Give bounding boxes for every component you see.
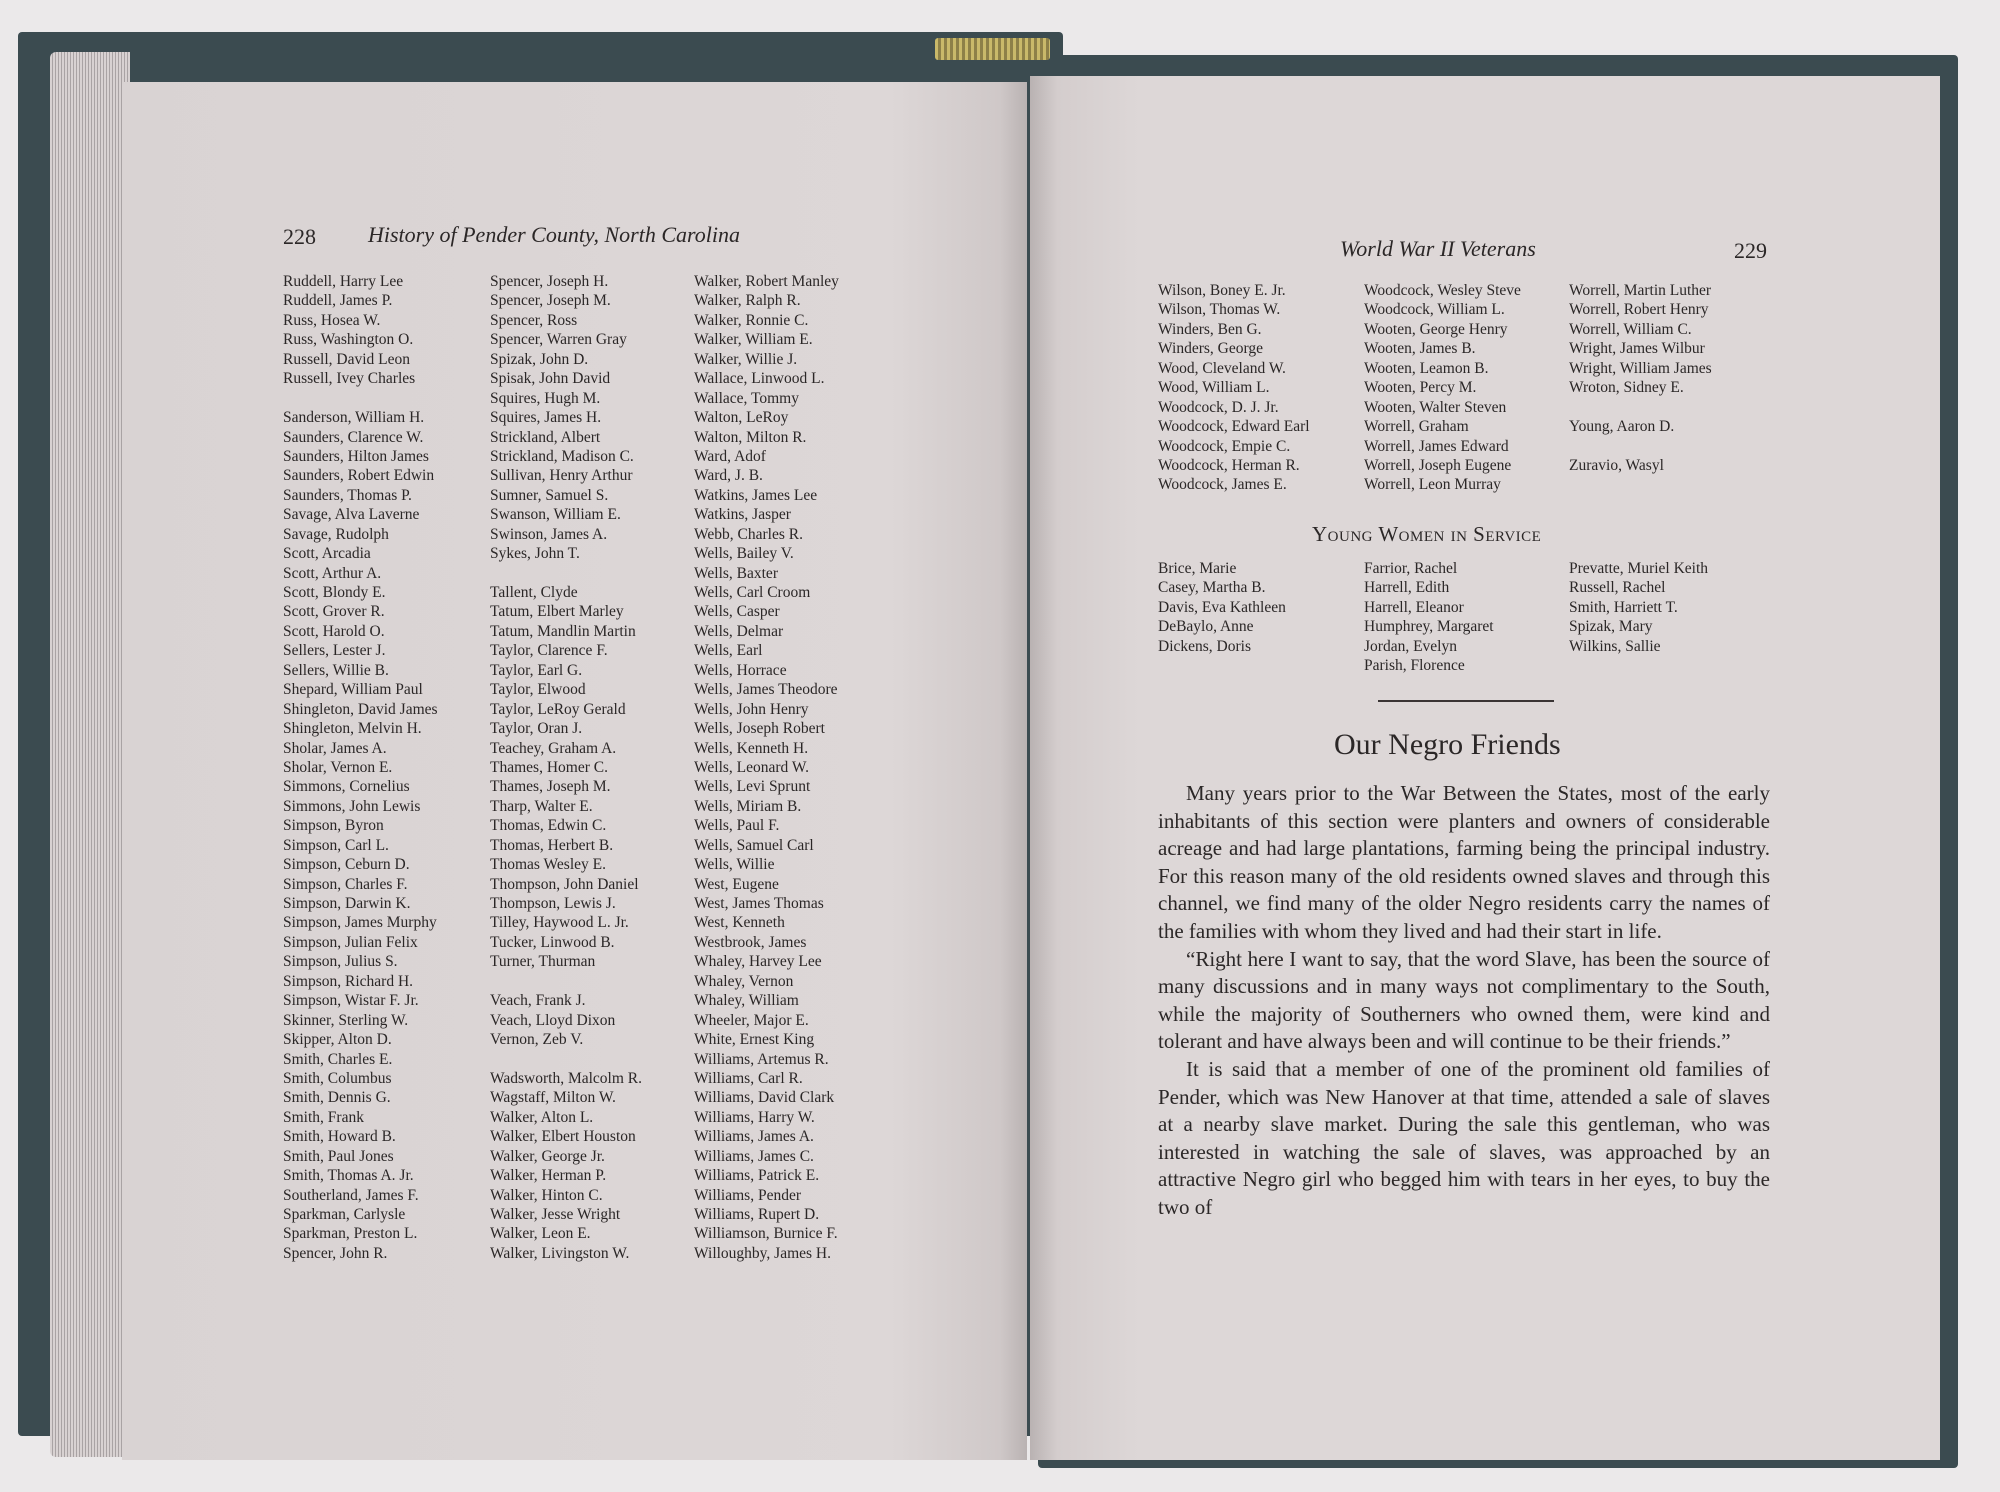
name-entry: Simpson, Byron: [283, 817, 384, 835]
name-entry: Wells, Leonard W.: [694, 758, 809, 776]
name-entry: West, James Thomas: [694, 895, 824, 912]
name-entry: Wooten, James B.: [1364, 340, 1476, 358]
name-entry: Simpson, Richard H.: [283, 972, 414, 990]
left-name-column-3: [694, 272, 839, 1263]
name-entry: Williams, David Clark: [694, 1089, 835, 1107]
name-entry: Simmons, Cornelius: [283, 778, 410, 796]
name-entry: Worrell, James Edward: [1364, 437, 1509, 455]
name-entry: Sparkman, Preston L.: [283, 1225, 418, 1243]
name-entry: Webb, Charles R.: [694, 525, 803, 543]
left-running-head: History of Pender County, North Carolina: [368, 222, 740, 247]
name-entry: Wells, Willie: [694, 856, 775, 874]
name-entry: Harrell, Eleanor: [1364, 598, 1464, 616]
name-entry: Watkins, James Lee: [694, 486, 818, 504]
women-column-1: [1158, 559, 1286, 656]
name-entry: Farrior, Rachel: [1364, 560, 1458, 577]
name-entry: Russ, Washington O.: [283, 331, 414, 349]
name-entry: Young, Aaron D.: [1569, 418, 1675, 436]
name-entry: Walker, Leon E.: [490, 1225, 591, 1243]
name-entry: Sanderson, William H.: [283, 409, 425, 427]
name-entry: Squires, Hugh M.: [490, 389, 601, 407]
name-entry: Thompson, Lewis J.: [490, 895, 616, 912]
name-entry: Sellers, Lester J.: [283, 642, 386, 660]
name-entry: Smith, Charles E.: [283, 1050, 393, 1068]
name-entry: Walker, Alton L.: [490, 1108, 594, 1126]
name-entry: Parish, Florence: [1364, 657, 1465, 675]
name-entry: Saunders, Robert Edwin: [283, 467, 435, 485]
name-entry: Casey, Martha B.: [1158, 579, 1266, 597]
name-entry: [1569, 398, 1712, 417]
name-entry: [1569, 437, 1712, 456]
name-entry: Wilson, Thomas W.: [1158, 301, 1281, 319]
name-entry: Sykes, John T.: [490, 545, 580, 563]
name-entry: Scott, Blondy E.: [283, 584, 386, 601]
name-entry: Wells, Paul F.: [694, 817, 780, 835]
name-entry: Scott, Arcadia: [283, 545, 371, 563]
right-page-number: 229: [1734, 238, 1767, 263]
name-entry: Wells, Joseph Robert: [694, 720, 825, 738]
name-entry: Scott, Arthur A.: [283, 564, 382, 582]
name-entry: Whaley, Harvey Lee: [694, 953, 822, 971]
name-entry: Wooten, Leamon B.: [1364, 359, 1489, 377]
name-entry: Williamson, Burnice F.: [694, 1225, 838, 1243]
name-entry: Humphrey, Margaret: [1364, 618, 1494, 636]
name-entry: Walker, Jesse Wright: [490, 1206, 621, 1223]
name-entry: Ward, Adof: [694, 447, 766, 465]
name-entry: Simmons, John Lewis: [283, 797, 421, 815]
name-entry: Saunders, Hilton James: [283, 447, 429, 465]
name-entry: Shingleton, Melvin H.: [283, 720, 422, 738]
name-entry: Sellers, Willie B.: [283, 661, 389, 679]
name-entry: Brice, Marie: [1158, 560, 1237, 577]
name-entry: Swinson, James A.: [490, 525, 608, 543]
body-text: [1158, 780, 1770, 1222]
name-entry: Winders, George: [1158, 340, 1263, 358]
name-entry: Wood, Cleveland W.: [1158, 359, 1286, 377]
name-entry: Taylor, Clarence F.: [490, 642, 608, 660]
name-entry: Shepard, William Paul: [283, 681, 423, 699]
name-entry: Williams, Harry W.: [694, 1108, 815, 1126]
name-entry: Shingleton, David James: [283, 700, 438, 718]
name-entry: Teachey, Graham A.: [490, 739, 617, 757]
name-entry: Savage, Alva Laverne: [283, 506, 420, 524]
name-entry: Wagstaff, Milton W.: [490, 1089, 616, 1107]
name-entry: Harrell, Edith: [1364, 579, 1450, 597]
name-entry: Willoughby, James H.: [694, 1244, 831, 1262]
name-entry: Vernon, Zeb V.: [490, 1031, 584, 1049]
name-entry: Skipper, Alton D.: [283, 1031, 392, 1049]
name-entry: Ruddell, James P.: [283, 292, 393, 310]
right-name-column-3: [1569, 281, 1712, 475]
name-entry: Spencer, John R.: [283, 1244, 388, 1262]
name-entry: Wells, Kenneth H.: [694, 739, 809, 757]
name-entry: Savage, Rudolph: [283, 525, 389, 543]
name-entry: Wells, Carl Croom: [694, 584, 811, 601]
name-entry: Spencer, Joseph M.: [490, 292, 611, 310]
name-entry: West, Eugene: [694, 875, 779, 893]
name-entry: Westbrook, James: [694, 933, 807, 951]
section-title: Our Negro Friends: [1334, 728, 1561, 761]
name-entry: Wallace, Linwood L.: [694, 370, 825, 388]
women-column-2: [1364, 559, 1494, 676]
name-entry: Wells, Horrace: [694, 661, 787, 679]
name-entry: Worrell, Joseph Eugene: [1364, 456, 1512, 474]
name-entry: Walker, George Jr.: [490, 1147, 605, 1165]
name-entry: Strickland, Madison C.: [490, 447, 634, 465]
name-entry: Wooten, Percy M.: [1364, 379, 1477, 397]
name-entry: West, Kenneth: [694, 914, 785, 932]
name-entry: Saunders, Thomas P.: [283, 486, 412, 504]
name-entry: Taylor, Elwood: [490, 681, 586, 699]
name-entry: Wells, Samuel Carl: [694, 836, 814, 854]
name-entry: Thames, Homer C.: [490, 758, 608, 776]
name-entry: Wells, Baxter: [694, 564, 778, 582]
name-entry: Russ, Hosea W.: [283, 311, 381, 329]
name-entry: Davis, Eva Kathleen: [1158, 598, 1286, 616]
name-entry: Woodcock, Wesley Steve: [1364, 282, 1521, 299]
name-entry: Southerland, James F.: [283, 1186, 419, 1204]
name-entry: Simpson, Julius S.: [283, 953, 398, 971]
name-entry: Smith, Harriett T.: [1569, 598, 1678, 616]
paragraph: Many years prior to the War Between the States, most of the early inhabitants of this section were planters and owners of considerable acreage and had large plantations, farming being the principal industry. For this reason many of the old residents owned slaves and through this channel, we find many of the older Negro residents carry the names of the families with whom they lived and had their start in life.: [1158, 781, 1770, 943]
name-entry: Woodcock, Herman R.: [1158, 456, 1300, 474]
name-entry: Spisak, John David: [490, 370, 611, 388]
name-entry: Smith, Dennis G.: [283, 1089, 391, 1107]
name-entry: Walton, Milton R.: [694, 428, 807, 446]
name-entry: Wadsworth, Malcolm R.: [490, 1069, 643, 1087]
name-entry: Wright, James Wilbur: [1569, 340, 1705, 358]
name-entry: Spencer, Warren Gray: [490, 331, 627, 349]
name-entry: Williams, Artemus R.: [694, 1050, 829, 1068]
name-entry: Whaley, William: [694, 992, 799, 1010]
name-entry: [490, 972, 642, 991]
left-name-column-2: [490, 272, 642, 1263]
name-entry: Veach, Frank J.: [490, 992, 586, 1010]
name-entry: Veach, Lloyd Dixon: [490, 1011, 616, 1029]
name-entry: Williams, Pender: [694, 1186, 801, 1204]
right-name-column-2: [1364, 281, 1521, 495]
name-entry: Worrell, Leon Murray: [1364, 476, 1501, 494]
name-entry: Spizak, Mary: [1569, 618, 1653, 636]
name-entry: Wheeler, Major E.: [694, 1011, 809, 1029]
name-entry: Williams, Carl R.: [694, 1069, 803, 1087]
women-section-heading: Young Women in Service: [1312, 522, 1542, 546]
name-entry: Wells, Delmar: [694, 622, 784, 640]
name-entry: Zuravio, Wasyl: [1569, 456, 1664, 474]
name-entry: Wells, Miriam B.: [694, 797, 802, 815]
name-entry: Tatum, Elbert Marley: [490, 603, 624, 621]
section-divider: [1378, 700, 1554, 702]
name-entry: Smith, Howard B.: [283, 1128, 396, 1146]
name-entry: Walker, William E.: [694, 331, 813, 349]
name-entry: Wright, William James: [1569, 359, 1712, 377]
name-entry: Scott, Grover R.: [283, 603, 385, 621]
name-entry: Taylor, Earl G.: [490, 661, 583, 679]
binding-thread: [935, 38, 1050, 60]
name-entry: Wells, James Theodore: [694, 681, 838, 699]
name-entry: Wood, William L.: [1158, 379, 1270, 397]
name-entry: Simpson, James Murphy: [283, 914, 437, 932]
name-entry: Walker, Elbert Houston: [490, 1128, 636, 1146]
name-entry: Ward, J. B.: [694, 467, 763, 485]
name-entry: Smith, Paul Jones: [283, 1147, 394, 1165]
name-entry: Thames, Joseph M.: [490, 778, 611, 796]
name-entry: Russell, Ivey Charles: [283, 370, 416, 388]
name-entry: Saunders, Clarence W.: [283, 428, 424, 446]
left-page-number: 228: [283, 224, 316, 249]
name-entry: Simpson, Carl L.: [283, 836, 389, 854]
name-entry: Sumner, Samuel S.: [490, 486, 609, 504]
name-entry: Spizak, John D.: [490, 350, 589, 368]
name-entry: Williams, Patrick E.: [694, 1167, 820, 1185]
name-entry: Tallent, Clyde: [490, 584, 578, 601]
name-entry: Wells, Earl: [694, 642, 763, 660]
name-entry: Tilley, Haywood L. Jr.: [490, 914, 629, 932]
name-entry: Thompson, John Daniel: [490, 875, 639, 893]
name-entry: Ruddell, Harry Lee: [283, 273, 404, 290]
name-entry: Wells, John Henry: [694, 700, 809, 718]
name-entry: Whaley, Vernon: [694, 972, 794, 990]
name-entry: Smith, Thomas A. Jr.: [283, 1167, 414, 1185]
name-entry: Simpson, Charles F.: [283, 875, 408, 893]
name-entry: Watkins, Jasper: [694, 506, 791, 524]
name-entry: Tatum, Mandlin Martin: [490, 622, 636, 640]
name-entry: Tharp, Walter E.: [490, 797, 593, 815]
name-entry: Spencer, Ross: [490, 311, 578, 329]
name-entry: Walker, Herman P.: [490, 1167, 607, 1185]
name-entry: Woodcock, Edward Earl: [1158, 418, 1310, 436]
name-entry: Wilson, Boney E. Jr.: [1158, 282, 1286, 299]
name-entry: Thomas, Herbert B.: [490, 836, 614, 854]
name-entry: Wells, Bailey V.: [694, 545, 794, 563]
name-entry: Tucker, Linwood B.: [490, 933, 615, 951]
left-name-column-1: [283, 272, 438, 1263]
name-entry: Winders, Ben G.: [1158, 320, 1262, 338]
name-entry: Worrell, Robert Henry: [1569, 301, 1709, 319]
name-entry: Worrell, Martin Luther: [1569, 282, 1712, 299]
name-entry: Strickland, Albert: [490, 428, 601, 446]
name-entry: Wooten, Walter Steven: [1364, 398, 1507, 416]
women-column-3: [1569, 559, 1708, 656]
right-name-column-1: [1158, 281, 1310, 495]
name-entry: Taylor, Oran J.: [490, 720, 583, 738]
name-entry: Wroton, Sidney E.: [1569, 379, 1684, 397]
name-entry: DeBaylo, Anne: [1158, 618, 1254, 636]
right-running-head: World War II Veterans: [1340, 236, 1536, 261]
name-entry: Dickens, Doris: [1158, 637, 1251, 655]
paragraph: “Right here I want to say, that the word Slave, has been the source of many discussions and in many ways not complimentary to the South, while the majority of Southerners who owned them, were kind and tolerant and have always been and will continue to be their friends.”: [1158, 946, 1770, 1054]
name-entry: Scott, Harold O.: [283, 622, 385, 640]
name-entry: Jordan, Evelyn: [1364, 637, 1457, 655]
name-entry: Wells, Casper: [694, 603, 780, 621]
name-entry: Spencer, Joseph H.: [490, 273, 609, 290]
name-entry: Sholar, Vernon E.: [283, 758, 393, 776]
name-entry: Turner, Thurman: [490, 953, 596, 971]
name-entry: Walker, Hinton C.: [490, 1186, 603, 1204]
name-entry: Williams, James A.: [694, 1128, 814, 1146]
paragraph: It is said that a member of one of the prominent old families of Pender, which was New Hanover at that time, attended a sale of slaves at a nearby slave market. During the sale this gentleman, who was interested in watching the sale of slaves, was approached by an attractive Negro girl who begged him with tears in her eyes, to buy the two of: [1158, 1056, 1770, 1219]
name-entry: Sparkman, Carlysle: [283, 1206, 406, 1223]
name-entry: Simpson, Darwin K.: [283, 895, 411, 912]
name-entry: Wallace, Tommy: [694, 389, 799, 407]
name-entry: Sullivan, Henry Arthur: [490, 467, 633, 485]
name-entry: [490, 564, 642, 583]
name-entry: Woodcock, D. J. Jr.: [1158, 398, 1279, 416]
name-entry: Walker, Robert Manley: [694, 273, 839, 290]
name-entry: Sholar, James A.: [283, 739, 387, 757]
name-entry: Simpson, Wistar F. Jr.: [283, 992, 419, 1010]
name-entry: Taylor, LeRoy Gerald: [490, 700, 626, 718]
name-entry: Simpson, Ceburn D.: [283, 856, 410, 874]
name-entry: Smith, Columbus: [283, 1069, 392, 1087]
name-entry: [283, 389, 438, 408]
name-entry: Worrell, William C.: [1569, 320, 1692, 338]
name-entry: Worrell, Graham: [1364, 418, 1469, 436]
name-entry: Prevatte, Muriel Keith: [1569, 560, 1709, 577]
name-entry: Skinner, Sterling W.: [283, 1011, 409, 1029]
name-entry: Simpson, Julian Felix: [283, 933, 418, 951]
name-entry: Wilkins, Sallie: [1569, 637, 1661, 655]
name-entry: Russell, Rachel: [1569, 579, 1666, 597]
name-entry: Squires, James H.: [490, 409, 602, 427]
name-entry: Woodcock, William L.: [1364, 301, 1505, 319]
name-entry: Wooten, George Henry: [1364, 320, 1508, 338]
name-entry: Thomas Wesley E.: [490, 856, 606, 874]
name-entry: Williams, Rupert D.: [694, 1206, 820, 1223]
name-entry: Walker, Ronnie C.: [694, 311, 809, 329]
name-entry: Walker, Ralph R.: [694, 292, 801, 310]
name-entry: Russell, David Leon: [283, 350, 410, 368]
name-entry: Swanson, William E.: [490, 506, 621, 524]
name-entry: Wells, Levi Sprunt: [694, 778, 811, 796]
name-entry: Walker, Livingston W.: [490, 1244, 630, 1262]
name-entry: Thomas, Edwin C.: [490, 817, 607, 835]
page-edges: [50, 52, 130, 1457]
name-entry: Williams, James C.: [694, 1147, 814, 1165]
name-entry: White, Ernest King: [694, 1031, 815, 1049]
name-entry: Smith, Frank: [283, 1108, 364, 1126]
name-entry: Woodcock, Empie C.: [1158, 437, 1291, 455]
name-entry: Woodcock, James E.: [1158, 476, 1287, 494]
name-entry: [490, 1050, 642, 1069]
name-entry: Walker, Willie J.: [694, 350, 798, 368]
name-entry: Walton, LeRoy: [694, 409, 789, 427]
